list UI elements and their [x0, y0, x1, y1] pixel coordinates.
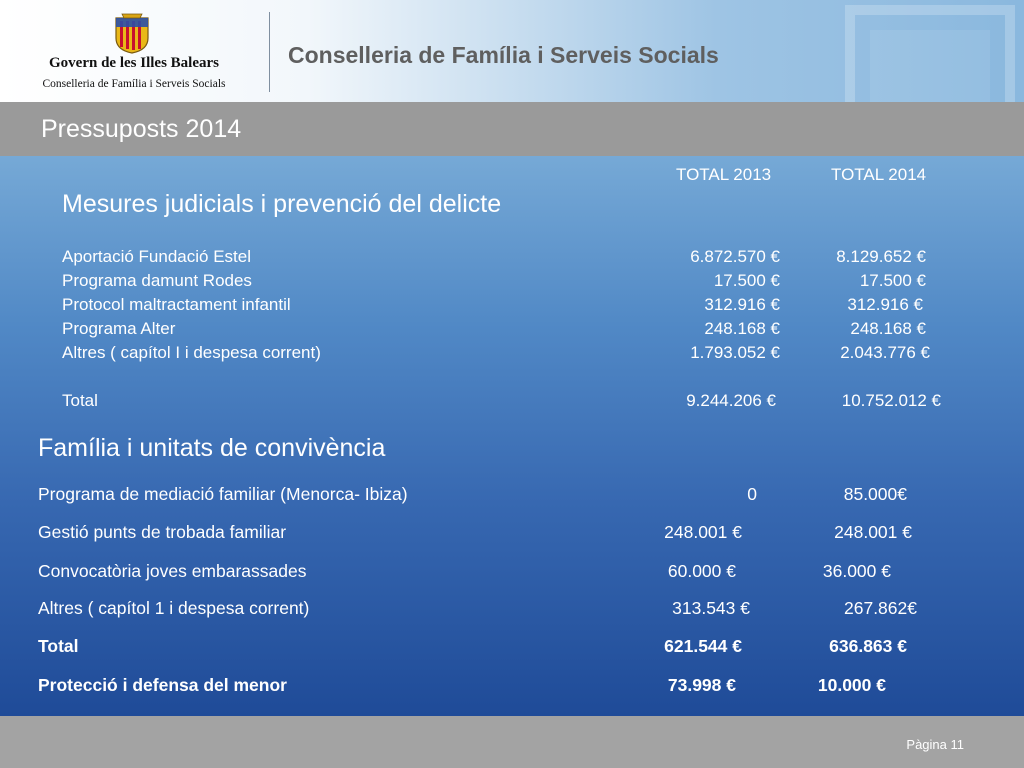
department-subtitle: Conselleria de Família i Serveis Socials [42, 78, 226, 90]
column-header-2013: TOTAL 2013 [676, 165, 772, 184]
department-title: Conselleria de Família i Serveis Socials [288, 42, 719, 68]
section1-row-2014: 2.043.776 € [840, 343, 930, 362]
section1-row-label: Aportació Fundació Estel [62, 247, 251, 266]
column-header-2014: TOTAL 2014 [831, 165, 927, 184]
section2-total-label: Total [38, 636, 79, 656]
section1-row-2013: 312.916 € [704, 295, 780, 314]
section1-row-2014: 17.500 € [859, 271, 926, 290]
section1-row-label: Programa Alter [62, 319, 176, 338]
section2-row-2014: 85.000€ [843, 484, 907, 504]
protection-2013: 73.998 € [667, 675, 736, 695]
section1-total-2014: 10.752.012 € [841, 391, 941, 410]
section1-heading: Mesures judicials i prevenció del delicte [62, 190, 502, 218]
section2-row-2013: 313.543 € [672, 598, 750, 618]
page-number: Pàgina 11 [906, 737, 964, 752]
section1-row-2013: 6.872.570 € [690, 247, 780, 266]
section2-heading: Família i unitats de convivència [38, 434, 386, 462]
section1-row-2014: 312.916 € [847, 295, 923, 314]
section1-row-2013: 17.500 € [713, 271, 780, 290]
section1-row-2014: 8.129.652 € [836, 247, 926, 266]
section1-total-label: Total [62, 391, 98, 410]
section2-row-2013: 248.001 € [664, 522, 742, 542]
section2-row-label: Convocatòria joves embarassades [38, 561, 307, 581]
section2-total-2014: 636.863 € [829, 636, 907, 656]
section2-total-2013: 621.544 € [664, 636, 742, 656]
footer-bar [0, 716, 1024, 768]
section1-row-label: Protocol maltractament infantil [62, 295, 291, 314]
slide-title: Pressuposts 2014 [41, 115, 242, 143]
section2-row-label: Programa de mediació familiar (Menorca- Ibiza) [38, 484, 408, 504]
header-divider [269, 12, 270, 92]
logo-block [0, 0, 268, 102]
section2-row-2013: 0 [747, 484, 757, 504]
government-name: Govern de les Illes Balears [49, 55, 219, 71]
section1-row-2013: 1.793.052 € [690, 343, 780, 362]
section1-row-label: Altres ( capítol I i despesa corrent) [62, 343, 321, 362]
section2-row-2014: 248.001 € [834, 522, 912, 542]
section1-row-2013: 248.168 € [704, 319, 780, 338]
protection-label: Protecció i defensa del menor [38, 675, 287, 695]
section1-row-2014: 248.168 € [850, 319, 926, 338]
section2-row-label: Altres ( capítol 1 i despesa corrent) [38, 598, 310, 618]
section2-row-2014: 267.862€ [844, 598, 917, 618]
section1-row-label: Programa damunt Rodes [62, 271, 252, 290]
section1-total-2013: 9.244.206 € [686, 391, 776, 410]
coat-of-arms-icon [114, 12, 150, 54]
section2-row-2013: 60.000 € [667, 561, 736, 581]
protection-2014: 10.000 € [817, 675, 886, 695]
section2-row-label: Gestió punts de trobada familiar [38, 522, 287, 542]
section2-row-2014: 36.000 € [822, 561, 891, 581]
